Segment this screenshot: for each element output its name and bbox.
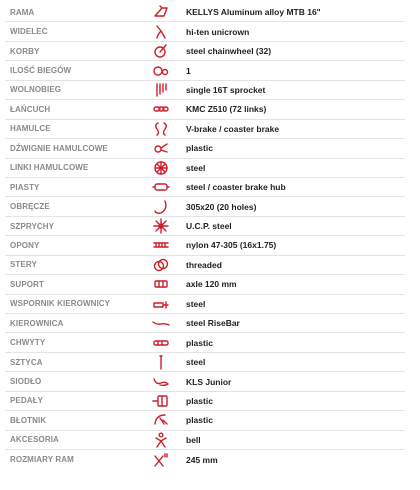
- spec-value: KMC Z510 (72 links): [186, 104, 267, 115]
- spec-value: KELLYS Aluminum alloy MTB 16": [186, 7, 321, 18]
- spec-row-stery: [5, 256, 405, 275]
- chain-icon: [140, 101, 182, 117]
- spec-row-lancuch: [5, 100, 405, 119]
- spec-row-dzwignie-hamulcowe: [5, 139, 405, 158]
- spec-value: steel RiseBar: [186, 318, 240, 329]
- spec-value: 1: [186, 65, 191, 76]
- spec-value: plastic: [186, 415, 213, 426]
- spec-row-sztyca: [5, 353, 405, 372]
- spec-label: LINKI HAMULCOWE: [10, 163, 89, 173]
- spec-value: steel: [186, 298, 206, 309]
- frame-icon: [140, 4, 182, 20]
- spec-row-korby: [5, 42, 405, 61]
- spec-row-rozmiary-ram: [5, 450, 405, 469]
- spec-label: SZTYCA: [10, 357, 43, 367]
- spec-label: WIDELEC: [10, 27, 48, 37]
- spec-table: [5, 3, 405, 470]
- gears-icon: [140, 63, 182, 79]
- spec-value: steel: [186, 162, 206, 173]
- brake-cable-icon: [140, 160, 182, 176]
- spec-row-suport: [5, 275, 405, 294]
- tire-icon: [140, 237, 182, 253]
- spec-row-wolnobieg: [5, 81, 405, 100]
- fork-icon: [140, 24, 182, 40]
- spec-value: plastic: [186, 395, 213, 406]
- spec-label: WOLNOBIEG: [10, 85, 62, 95]
- spec-value: plastic: [186, 143, 213, 154]
- spec-label: ROZMIARY RAM: [10, 455, 74, 465]
- hub-icon: [140, 179, 182, 195]
- spec-value: steel: [186, 357, 206, 368]
- spec-label: PIASTY: [10, 182, 40, 192]
- spec-row-opony: [5, 236, 405, 255]
- handlebar-icon: [140, 315, 182, 331]
- spec-value: U.C.P. steel: [186, 221, 232, 232]
- rim-icon: [140, 199, 182, 215]
- spec-value: V-brake / coaster brake: [186, 123, 280, 134]
- spec-value: 245 mm: [186, 454, 218, 465]
- fender-icon: [140, 412, 182, 428]
- spec-value: KLS Junior: [186, 376, 232, 387]
- spec-label: STERY: [10, 260, 37, 270]
- grips-icon: [140, 335, 182, 351]
- spec-label: OBRĘCZE: [10, 202, 50, 212]
- spec-value: plastic: [186, 337, 213, 348]
- frame-size-icon: [140, 452, 182, 468]
- spec-label: DŹWIGNIE HAMULCOWE: [10, 143, 108, 153]
- seatpost-icon: [140, 354, 182, 370]
- spec-row-chwyty: [5, 333, 405, 352]
- spec-row-blotnik: [5, 411, 405, 430]
- spec-label: OPONY: [10, 240, 40, 250]
- spec-label: HAMULCE: [10, 124, 51, 134]
- spec-row-akcesoria: [5, 431, 405, 450]
- spec-row-pedaly: [5, 392, 405, 411]
- crankset-icon: [140, 43, 182, 59]
- spec-label: SZPRYCHY: [10, 221, 55, 231]
- spec-label: CHWYTY: [10, 338, 46, 348]
- spec-row-hamulce: [5, 120, 405, 139]
- spec-value: steel chainwheel (32): [186, 46, 272, 57]
- spec-label: SIODŁO: [10, 377, 42, 387]
- spec-row-linki-hamulcowe: [5, 159, 405, 178]
- pedal-icon: [140, 393, 182, 409]
- spec-value: bell: [186, 434, 201, 445]
- spec-label: KIEROWNICA: [10, 318, 64, 328]
- spec-value: axle 120 mm: [186, 279, 237, 290]
- spec-label: AKCESORIA: [10, 435, 59, 445]
- spec-row-piasty: [5, 178, 405, 197]
- bottom-bracket-icon: [140, 276, 182, 292]
- spec-row-rama: [5, 3, 405, 22]
- spec-label: BŁOTNIK: [10, 415, 47, 425]
- accessories-icon: [140, 432, 182, 448]
- spec-row-siodlo: [5, 372, 405, 391]
- spec-label: ILOŚĆ BIEGÓW: [10, 66, 72, 76]
- spec-value: single 16T sprocket: [186, 84, 266, 95]
- spec-row-widelec: [5, 22, 405, 41]
- spec-value: steel / coaster brake hub: [186, 182, 286, 193]
- spec-value: nylon 47-305 (16x1.75): [186, 240, 277, 251]
- spec-label: RAMA: [10, 7, 35, 17]
- spokes-icon: [140, 218, 182, 234]
- spec-row-ilosc-biegow: [5, 61, 405, 80]
- headset-icon: [140, 257, 182, 273]
- brake-icon: [140, 121, 182, 137]
- spec-value: hi-ten unicrown: [186, 26, 250, 37]
- spec-row-wspornik-kierownicy: [5, 295, 405, 314]
- spec-label: WSPORNIK KIEROWNICY: [10, 299, 111, 309]
- spec-label: ŁAŃCUCH: [10, 104, 51, 114]
- stem-icon: [140, 296, 182, 312]
- saddle-icon: [140, 374, 182, 390]
- freewheel-icon: [140, 82, 182, 98]
- spec-row-kierownica: [5, 314, 405, 333]
- spec-label: PEDAŁY: [10, 396, 44, 406]
- spec-value: 305x20 (20 holes): [186, 201, 257, 212]
- brake-lever-icon: [140, 140, 182, 156]
- spec-row-obrecze: [5, 197, 405, 216]
- spec-row-szprychy: [5, 217, 405, 236]
- spec-value: threaded: [186, 259, 222, 270]
- spec-label: SUPORT: [10, 279, 44, 289]
- spec-label: KORBY: [10, 46, 40, 56]
